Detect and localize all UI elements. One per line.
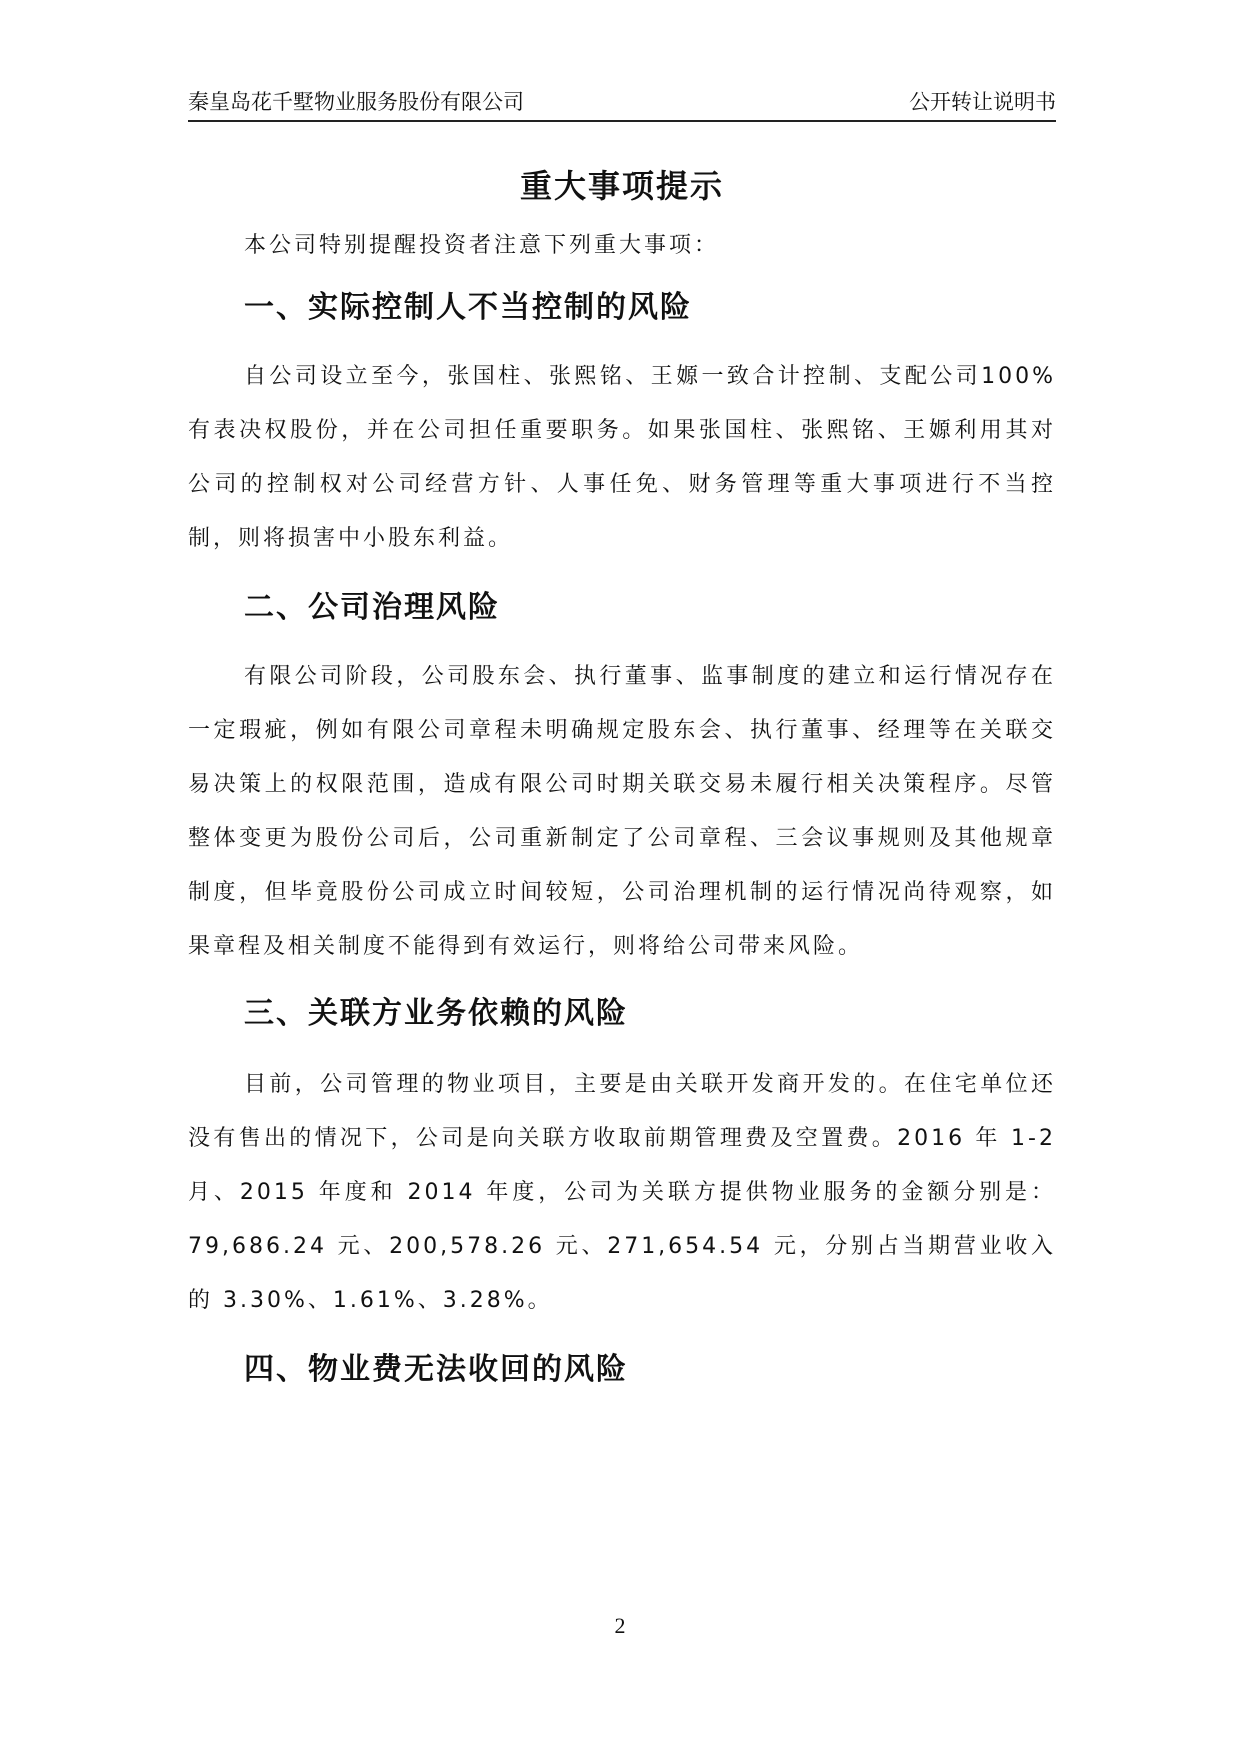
page-title: 重大事项提示 [519, 167, 724, 205]
page-number: 2 [614, 1613, 626, 1638]
section-heading-fee-collection-risk: 四、物业费无法收回的风险 [244, 1352, 628, 1387]
section-body-control-risk: 自公司设立至今，张国柱、张熙铭、王嫄一致合计控制、支配公司100%有表决权股份，并在公司担任重要职务。如果张国柱、张熙铭、王嫄利用其对公司的控制权对公司经营方针、人事任免、财务管理等重大事项进行不当控制，则将损害中小股东利益。 [188, 364, 1056, 551]
intro-text: 本公司特别提醒投资者注意下列重大事项： [244, 233, 720, 258]
section-heading-related-party-risk: 三、关联方业务依赖的风险 [244, 996, 628, 1031]
section-body-related-party-risk: 目前，公司管理的物业项目，主要是由关联开发商开发的。在住宅单位还没有售出的情况下，公司是向关联方收取前期管理费及空置费。2016 年 1-2 月、2015 年度和 2014 年度，公司为关联方提供物业服务的金额分别是：79,686.24 元、200,578.26 元、271,654.54 元，分别占当期营业收入的 3.30%、1.61%、3.28%。 [188, 1072, 1056, 1313]
section-heading-control-risk: 一、实际控制人不当控制的风险 [244, 290, 692, 325]
header-company-name: 秦皇岛花千墅物业服务股份有限公司 [188, 90, 524, 114]
section-body-governance-risk: 有限公司阶段，公司股东会、执行董事、监事制度的建立和运行情况存在一定瑕疵，例如有限公司章程未明确规定股东会、执行董事、经理等在关联交易决策上的权限范围，造成有限公司时期关联交易未履行相关决策程序。尽管整体变更为股份公司后，公司重新制定了公司章程、三会议事规则及其他规章制度，但毕竟股份公司成立时间较短，公司治理机制的运行情况尚待观察，如果章程及相关制度不能得到有效运行，则将给公司带来风险。 [188, 664, 1056, 959]
header-document-type: 公开转让说明书 [909, 90, 1056, 114]
page-content [188, 160, 1056, 1394]
page-header [188, 86, 1056, 122]
section-heading-governance-risk: 二、公司治理风险 [244, 590, 500, 625]
